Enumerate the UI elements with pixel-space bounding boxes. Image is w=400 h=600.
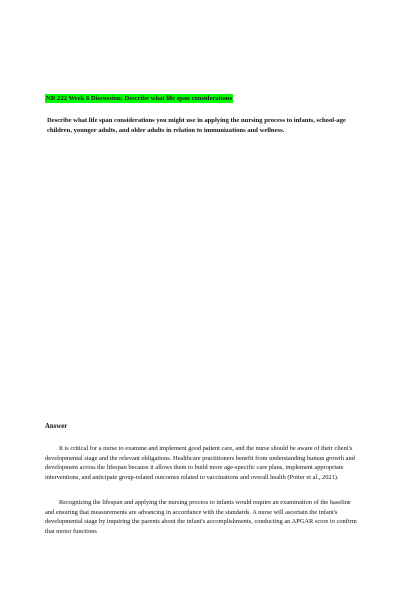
discussion-question: Describe what life span considerations you might use in applying the nursing process to infants, school-age children, younger adults, and older adults in relation to immunizations and wellness. xyxy=(47,117,346,134)
answer-paragraph-1: It is critical for a nurse to examine and implement good patient care, and the nurse should be aware of their client's developmental stage and the relevant obligations. Healthcare practitioners benefit from understanding human growth and development across the lifespan because it allows them to build more age-specific care plans, implement appropriate interventions, and anticipate group-related outcomes related to vaccinations and overall health (Potter et al., 2021). xyxy=(45,445,355,481)
answer-paragraph-2: Recognizing the lifespan and applying the nursing process to infants would require an examination of the baseline and ensuring that measurements are advancing in accordance with the standards. A nurse will ascertain the infant's developmental stage by inquiring the parents about the infant's accomplishments, conducting an APGAR score to confirm that motor functions xyxy=(45,499,357,535)
document-title: NR 222 Week 6 Discussion: Describe what life span considerations xyxy=(46,95,233,102)
answer-heading: Answer xyxy=(45,423,68,430)
